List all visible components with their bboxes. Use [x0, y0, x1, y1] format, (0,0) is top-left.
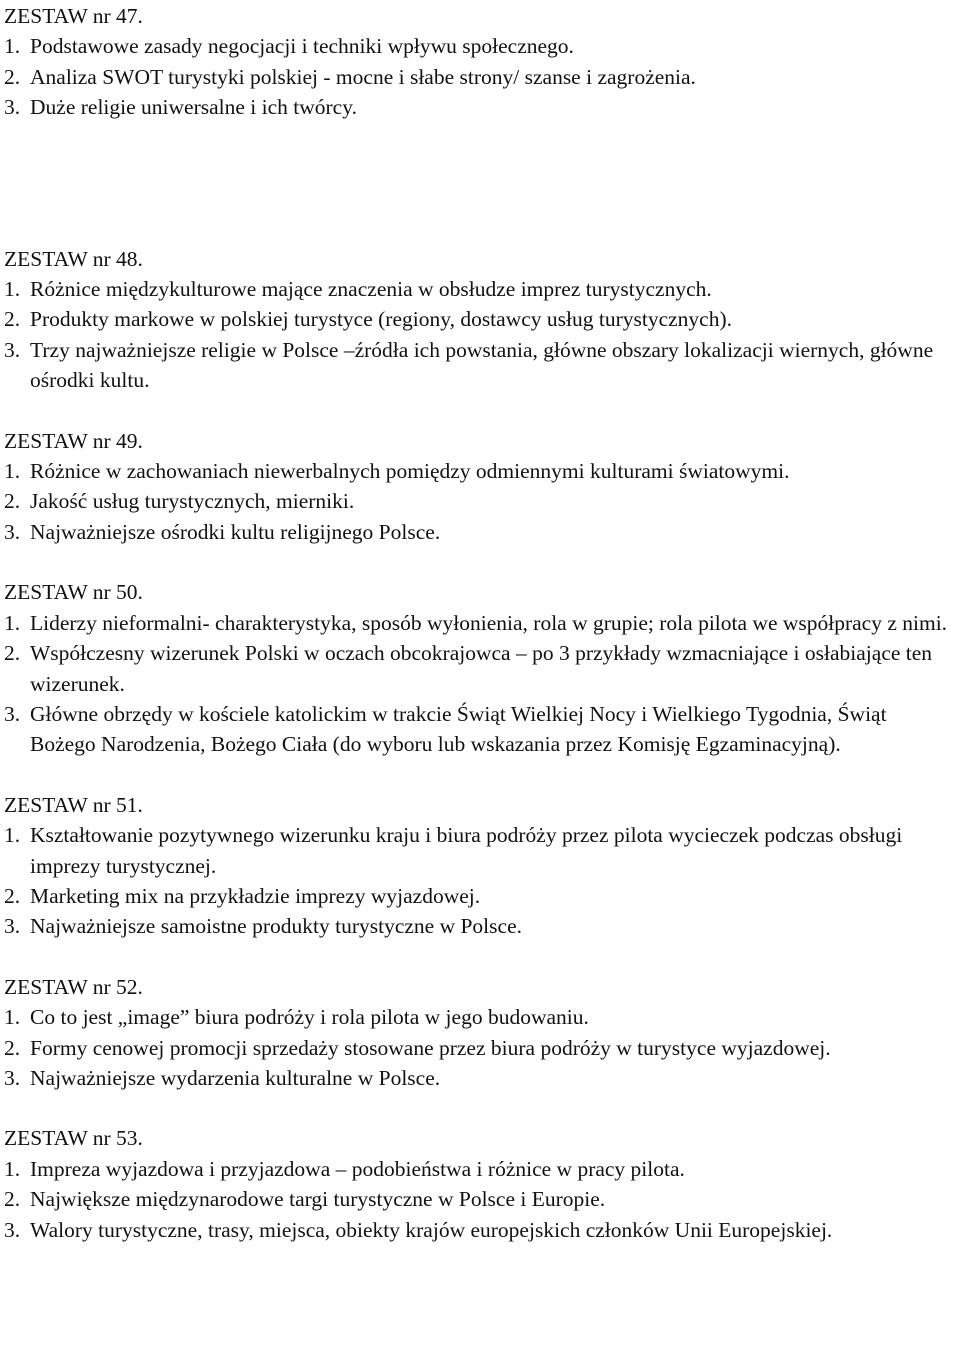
list-item [4, 1033, 956, 1063]
item-number: 2. [4, 307, 21, 332]
item-number: 1. [4, 1156, 21, 1181]
set-47 [4, 1, 956, 123]
list-item [4, 62, 956, 92]
item-number: 3. [4, 914, 21, 939]
item-number: 3. [4, 1065, 21, 1090]
item-number: 3. [4, 95, 21, 120]
list-item [4, 486, 956, 516]
set-title: ZESTAW nr 49. [4, 428, 143, 453]
spacer [4, 1093, 956, 1123]
item-text: Impreza wyjazdowa i przyjazdowa – podobieństwa i różnice w pracy pilota. [30, 1156, 685, 1181]
list-item [4, 820, 956, 881]
item-text: Główne obrzędy w kościele katolickim w trakcie Świąt Wielkiej Nocy i Wielkiego Tygodnia, Świąt Bożego Narodzenia, Bożego Ciała (do wyboru lub wskazania przez Komisję Egzaminacyjną). [30, 701, 887, 757]
set-title: ZESTAW nr 51. [4, 792, 143, 817]
spacer [4, 942, 956, 972]
list-item [4, 1002, 956, 1032]
list-item [4, 699, 956, 760]
item-number: 1. [4, 1005, 21, 1030]
list-item [4, 1154, 956, 1184]
list-item [4, 335, 956, 396]
spacer [4, 547, 956, 577]
item-number: 3. [4, 519, 21, 544]
item-text: Najważniejsze samoistne produkty turystyczne w Polsce. [30, 914, 522, 939]
list-item [4, 608, 956, 638]
set-title: ZESTAW nr 47. [4, 4, 143, 28]
list-item [4, 911, 956, 941]
item-text: Różnice międzykulturowe mające znaczenia w obsłudze imprez turystycznych. [30, 277, 712, 302]
set-48 [4, 244, 956, 396]
item-number: 2. [4, 883, 21, 908]
item-text: Walory turystyczne, trasy, miejsca, obiekty krajów europejskich członków Unii Europejskiej. [30, 1217, 833, 1242]
item-number: 1. [4, 823, 21, 848]
item-text: Największe międzynarodowe targi turystyczne w Polsce i Europie. [30, 1187, 606, 1212]
item-number: 3. [4, 701, 21, 726]
list-item [4, 1063, 956, 1093]
item-number: 2. [4, 1035, 21, 1060]
list-item [4, 881, 956, 911]
set-49 [4, 426, 956, 548]
list-item [4, 638, 956, 699]
item-text: Trzy najważniejsze religie w Polsce –źródła ich powstania, główne obszary lokalizacji wiernych, główne ośrodki kultu. [30, 337, 934, 393]
item-text: Kształtowanie pozytywnego wizerunku kraju i biura podróży przez pilota wycieczek podczas obsługi imprezy turystycznej. [30, 823, 903, 878]
set-title: ZESTAW nr 52. [4, 974, 143, 999]
set-title: ZESTAW nr 53. [4, 1126, 143, 1151]
item-text: Co to jest „image” biura podróży i rola pilota w jego budowaniu. [30, 1005, 589, 1030]
list-item [4, 517, 956, 547]
item-text: Marketing mix na przykładzie imprezy wyjazdowej. [30, 883, 481, 908]
set-title: ZESTAW nr 50. [4, 580, 143, 605]
set-53 [4, 1123, 956, 1245]
set-51 [4, 790, 956, 942]
set-50 [4, 577, 956, 759]
item-number: 1. [4, 34, 21, 59]
list-item [4, 1184, 956, 1214]
item-text: Jakość usług turystycznych, mierniki. [30, 489, 355, 514]
item-number: 1. [4, 459, 21, 484]
item-text: Podstawowe zasady negocjacji i techniki wpływu społecznego. [30, 34, 574, 59]
item-number: 2. [4, 489, 21, 514]
item-number: 1. [4, 610, 21, 635]
item-text: Analiza SWOT turystyki polskiej - mocne i słabe strony/ szanse i zagrożenia. [30, 64, 696, 89]
item-text: Produkty markowe w polskiej turystyce (regiony, dostawcy usług turystycznych). [30, 307, 732, 332]
list-item [4, 1215, 956, 1245]
list-item [4, 274, 956, 304]
list-item [4, 304, 956, 334]
item-number: 3. [4, 337, 21, 362]
spacer [4, 760, 956, 790]
item-text: Najważniejsze wydarzenia kulturalne w Polsce. [30, 1065, 441, 1090]
set-title: ZESTAW nr 48. [4, 246, 143, 271]
list-item [4, 92, 956, 122]
item-number: 2. [4, 641, 21, 666]
item-text: Współczesny wizerunek Polski w oczach obcokrajowca – po 3 przykłady wzmacniające i osłabiające ten wizerunek. [30, 641, 933, 696]
spacer [4, 123, 956, 244]
item-text: Duże religie uniwersalne i ich twórcy. [30, 95, 357, 120]
set-52 [4, 972, 956, 1094]
item-number: 2. [4, 1187, 21, 1212]
list-item [4, 31, 956, 61]
item-text: Formy cenowej promocji sprzedaży stosowane przez biura podróży w turystyce wyjazdowej. [30, 1035, 831, 1060]
spacer [4, 396, 956, 426]
item-text: Liderzy nieformalni- charakterystyka, sposób wyłonienia, rola w grupie; rola pilota we współpracy z nimi. [30, 610, 948, 635]
item-text: Różnice w zachowaniach niewerbalnych pomiędzy odmiennymi kulturami światowymi. [30, 459, 790, 484]
item-number: 3. [4, 1217, 21, 1242]
item-number: 1. [4, 277, 21, 302]
list-item [4, 456, 956, 486]
item-number: 2. [4, 64, 21, 89]
item-text: Najważniejsze ośrodki kultu religijnego Polsce. [30, 519, 441, 544]
